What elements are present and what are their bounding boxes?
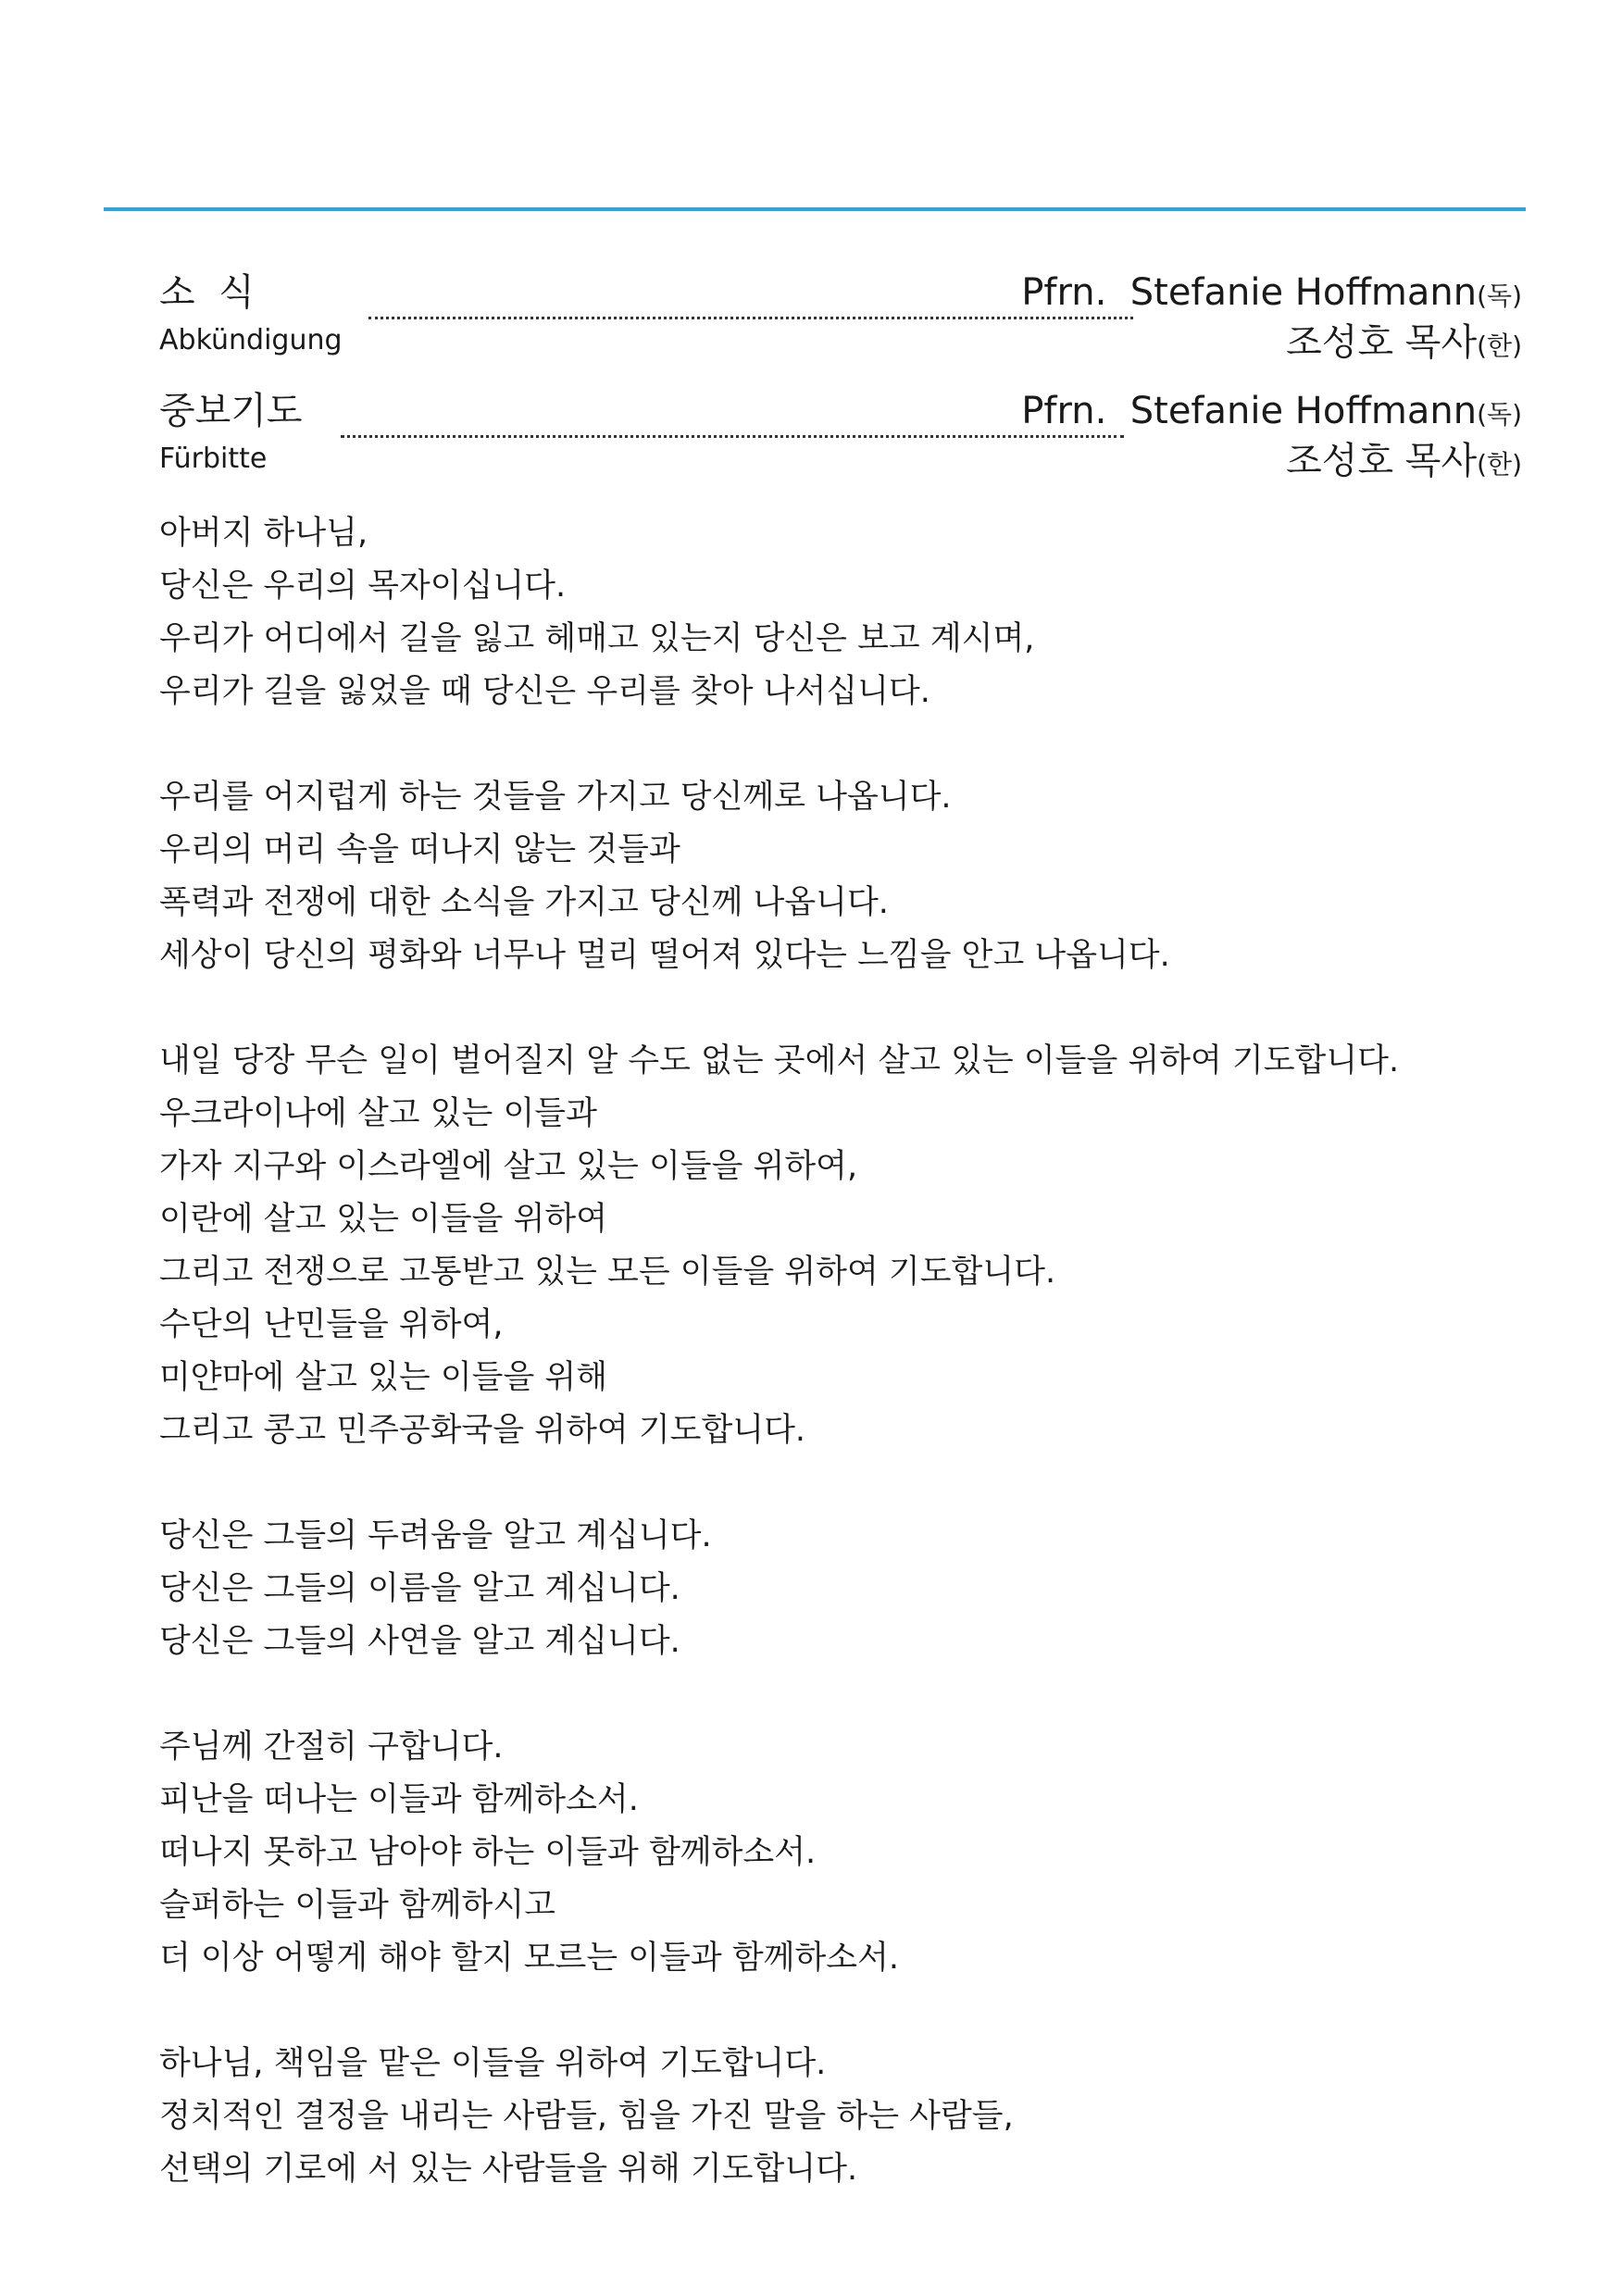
section-title: 소 식 [159,271,255,314]
prayer-line: 우크라이나에 살고 있는 이들과 [159,1095,597,1132]
section-title: 중보기도 [159,390,303,432]
prayer-line: 그리고 전쟁으로 고통받고 있는 모든 이들을 위하여 기도합니다. [159,1254,1056,1291]
prayer-line: 이란에 살고 있는 이들을 위하여 [159,1201,608,1238]
prayer-line: 내일 당장 무슨 일이 벌어질지 알 수도 없는 곳에서 살고 있는 이들을 위하여 기도합니다. [159,1042,1400,1079]
prayer-line: 당신은 그들의 이름을 알고 계십니다. [159,1570,680,1607]
section-intercession [159,385,1522,482]
prayer-line: 우리가 어디에서 길을 잃고 헤매고 있는지 당신은 보고 계시며, [159,620,1035,657]
language-tag: (독) [1477,399,1522,430]
prayer-line: 폭력과 전쟁에 대한 소식을 가지고 당신께 나옵니다. [159,884,889,921]
section-announcements [159,267,1522,364]
prayer-line: 아버지 하나님, [159,515,368,552]
prayer-line: 피난을 떠나는 이들과 함께하소서. [159,1781,639,1818]
prayer-line: 주님께 간절히 구합니다. [159,1728,504,1766]
prayer-line: 더 이상 어떻게 해야 할지 모르는 이들과 함께하소서. [159,1940,900,1977]
prayer-line: 선택의 기로에 서 있는 사람들을 위해 기도합니다. [159,2151,858,2188]
prayer-line: 미얀마에 살고 있는 이들을 위해 [159,1359,608,1396]
prayer-line: 정치적인 결정을 내리는 사람들, 힘을 가진 말을 하는 사람들, [159,2098,1014,2135]
prayer-line: 하나님, 책임을 맡은 이들을 위하여 기도합니다. [159,2045,827,2082]
prayer-line: 세상이 당신의 평화와 너무나 멀리 떨어져 있다는 느낌을 안고 나옵니다. [159,937,1170,974]
leader-line-1 [1021,385,1522,441]
paragraph-gap [159,982,1520,1035]
leader-line-1 [1021,267,1522,322]
prayer-line: 우리의 머리 속을 떠나지 않는 것들과 [159,831,680,868]
language-tag: (독) [1477,281,1522,311]
leader-name: Pfrn. Stefanie Hoffmann [1021,271,1478,314]
prayer-line: 가자 지구와 이스라엘에 살고 있는 이들을 위하여, [159,1148,858,1185]
prayer-line: 당신은 우리의 목자이십니다. [159,568,567,605]
prayer-line: 그리고 콩고 민주공화국을 위하여 기도합니다. [159,1412,806,1449]
paragraph-gap [159,1985,1520,2038]
leader-name: 조성호 목사 [1286,440,1478,482]
language-tag: (한) [1477,331,1522,361]
leader-line-2 [1286,435,1522,491]
section-subtitle: Abkündigung [159,324,343,356]
section-subtitle: Fürbitte [159,443,268,475]
header-rule [104,207,1526,211]
prayer-text [159,507,1520,2196]
prayer-line: 당신은 그들의 두려움을 알고 계십니다. [159,1517,712,1554]
paragraph-gap [159,1457,1520,1510]
prayer-line: 우리를 어지럽게 하는 것들을 가지고 당신께로 나옵니다. [159,779,952,816]
prayer-line: 당신은 그들의 사연을 알고 계십니다. [159,1623,680,1660]
paragraph-gap [159,718,1520,771]
leader-name: 조성호 목사 [1286,321,1478,364]
paragraph-gap [159,1668,1520,1721]
leader-name: Pfrn. Stefanie Hoffmann [1021,390,1478,432]
dot-leader [341,398,1124,438]
prayer-line: 수단의 난민들을 위하여, [159,1306,504,1343]
prayer-line: 우리가 길을 잃었을 때 당신은 우리를 찾아 나서십니다. [159,673,930,710]
dot-leader [368,280,1133,319]
prayer-line: 떠나지 못하고 남아야 하는 이들과 함께하소서. [159,1834,817,1871]
leader-line-2 [1286,317,1522,372]
language-tag: (한) [1477,449,1522,480]
prayer-line: 슬퍼하는 이들과 함께하시고 [159,1887,555,1924]
